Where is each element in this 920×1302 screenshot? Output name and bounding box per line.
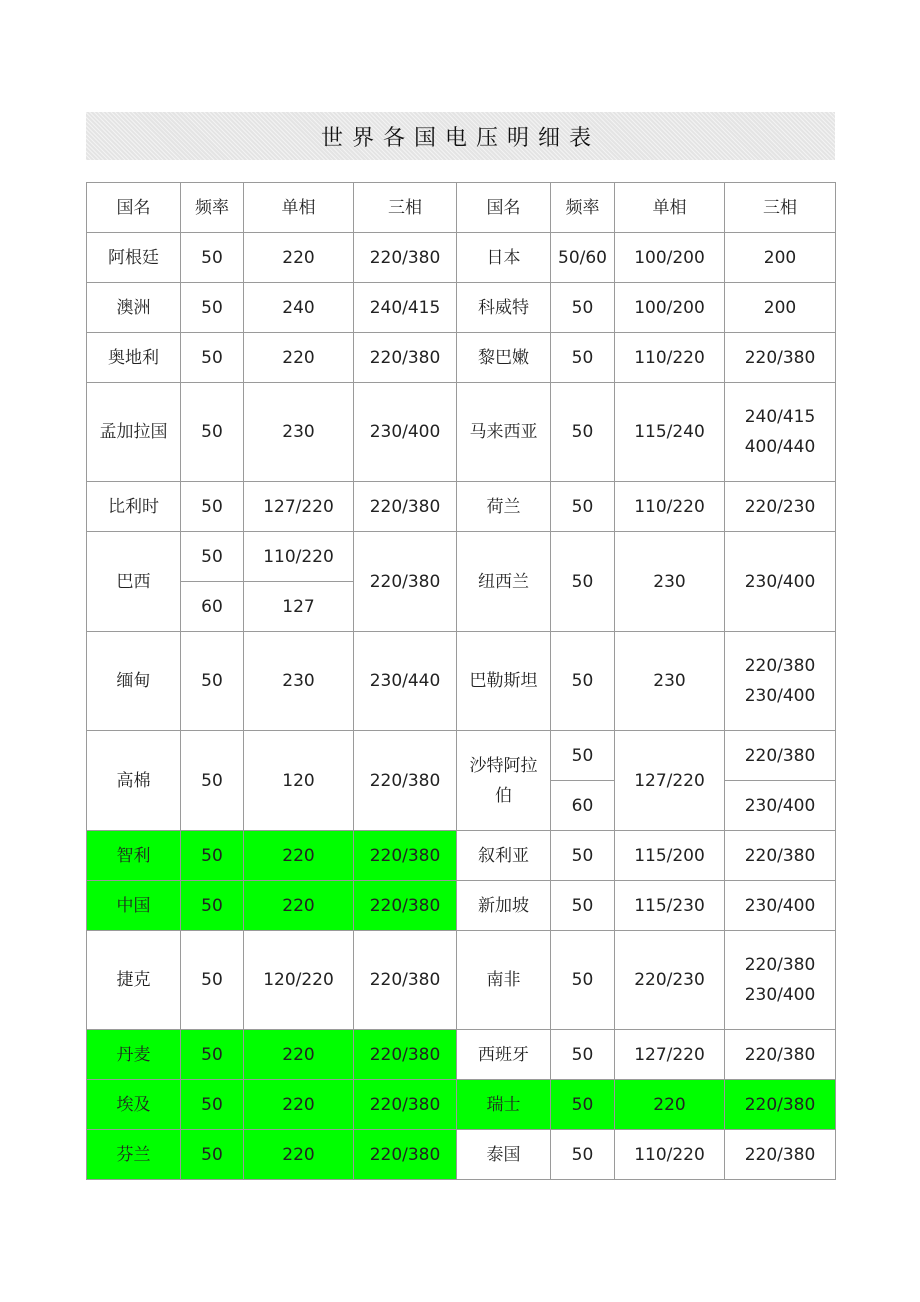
three-phase-cell: 230/400 (725, 781, 836, 831)
three-phase-cell: 230/400 (725, 532, 836, 632)
frequency-cell: 50 (181, 233, 244, 283)
country-cell: 瑞士 (457, 1080, 551, 1130)
table-row (87, 233, 836, 283)
three-phase-value: 230/400 (744, 686, 816, 706)
country-cell: 泰国 (457, 1130, 551, 1180)
table-row (87, 931, 836, 1030)
frequency-cell: 50 (181, 482, 244, 532)
three-phase-cell: 220/380 (725, 333, 836, 383)
country-cell (457, 731, 551, 831)
frequency-cell: 50 (181, 283, 244, 333)
frequency-cell: 50 (551, 532, 615, 632)
single-phase-cell: 110/220 (615, 482, 725, 532)
frequency-cell: 50 (551, 931, 615, 1030)
single-phase-cell: 120/220 (244, 931, 354, 1030)
three-phase-cell: 220/380 (725, 1080, 836, 1130)
table-row (87, 333, 836, 383)
three-phase-cell: 230/440 (354, 632, 457, 731)
voltage-table (86, 182, 836, 1180)
frequency-cell: 50 (181, 1080, 244, 1130)
table-row (87, 532, 836, 582)
country-name-lines (457, 747, 550, 815)
three-phase-values (725, 398, 835, 466)
table-row (87, 283, 836, 333)
three-phase-values (725, 946, 835, 1014)
single-phase-cell: 240 (244, 283, 354, 333)
table-row (87, 383, 836, 482)
header-row (87, 183, 836, 233)
three-phase-cell: 220/380 (354, 233, 457, 283)
single-phase-cell: 220 (244, 233, 354, 283)
three-phase-cell: 230/400 (725, 881, 836, 931)
country-cell: 新加坡 (457, 881, 551, 931)
table-row (87, 482, 836, 532)
country-cell: 黎巴嫩 (457, 333, 551, 383)
single-phase-cell: 220 (244, 831, 354, 881)
single-phase-cell: 220 (244, 881, 354, 931)
table-row (87, 1130, 836, 1180)
frequency-cell: 50 (551, 881, 615, 931)
table-row (87, 831, 836, 881)
table-row (87, 731, 836, 781)
frequency-cell: 60 (181, 582, 244, 632)
country-cell: 捷克 (87, 931, 181, 1030)
frequency-cell: 50 (551, 1030, 615, 1080)
single-phase-cell: 127/220 (615, 731, 725, 831)
country-cell: 巴勒斯坦 (457, 632, 551, 731)
three-phase-cell: 220/380 (354, 1130, 457, 1180)
frequency-cell: 60 (551, 781, 615, 831)
country-cell: 西班牙 (457, 1030, 551, 1080)
frequency-cell: 50 (181, 1030, 244, 1080)
frequency-cell: 50 (551, 383, 615, 482)
country-cell: 智利 (87, 831, 181, 881)
three-phase-cell: 220/380 (354, 333, 457, 383)
country-cell: 奥地利 (87, 333, 181, 383)
three-phase-value: 240/415 (744, 407, 816, 427)
table-row (87, 1030, 836, 1080)
three-phase-cell: 220/380 (725, 831, 836, 881)
single-phase-cell: 115/230 (615, 881, 725, 931)
single-phase-cell: 230 (244, 383, 354, 482)
single-phase-cell: 115/240 (615, 383, 725, 482)
frequency-cell: 50 (551, 333, 615, 383)
single-phase-cell: 127/220 (615, 1030, 725, 1080)
three-phase-cell: 220/380 (725, 1130, 836, 1180)
frequency-cell: 50 (551, 632, 615, 731)
country-cell: 孟加拉国 (87, 383, 181, 482)
single-phase-cell: 127/220 (244, 482, 354, 532)
country-name-line: 沙特阿拉 (469, 755, 538, 776)
three-phase-cell: 230/400 (354, 383, 457, 482)
country-cell: 南非 (457, 931, 551, 1030)
three-phase-value: 220/380 (744, 955, 816, 975)
frequency-cell: 50 (181, 1130, 244, 1180)
header-cell: 国名 (457, 183, 551, 233)
frequency-cell: 50 (181, 532, 244, 582)
single-phase-cell: 110/220 (244, 532, 354, 582)
title-banner (86, 112, 835, 160)
three-phase-cell: 220/380 (725, 731, 836, 781)
header-cell: 单相 (615, 183, 725, 233)
three-phase-cell: 220/380 (354, 532, 457, 632)
single-phase-cell: 220 (615, 1080, 725, 1130)
country-cell: 比利时 (87, 482, 181, 532)
frequency-cell: 50 (551, 1080, 615, 1130)
single-phase-cell: 230 (615, 632, 725, 731)
three-phase-cell (725, 931, 836, 1030)
country-cell: 叙利亚 (457, 831, 551, 881)
frequency-cell: 50 (551, 731, 615, 781)
frequency-cell: 50/60 (551, 233, 615, 283)
three-phase-cell: 220/380 (354, 1080, 457, 1130)
three-phase-value: 230/400 (744, 985, 816, 1005)
country-cell: 科威特 (457, 283, 551, 333)
country-name-line: 伯 (495, 785, 512, 806)
frequency-cell: 50 (181, 333, 244, 383)
country-cell: 埃及 (87, 1080, 181, 1130)
three-phase-cell: 200 (725, 233, 836, 283)
frequency-cell: 50 (181, 931, 244, 1030)
single-phase-cell: 220 (244, 1030, 354, 1080)
single-phase-cell: 100/200 (615, 283, 725, 333)
header-cell: 国名 (87, 183, 181, 233)
three-phase-cell: 220/380 (354, 881, 457, 931)
header-cell: 频率 (181, 183, 244, 233)
single-phase-cell: 220 (244, 1080, 354, 1130)
frequency-cell: 50 (551, 831, 615, 881)
frequency-cell: 50 (181, 881, 244, 931)
three-phase-cell: 220/380 (354, 1030, 457, 1080)
three-phase-cell: 240/415 (354, 283, 457, 333)
single-phase-cell: 120 (244, 731, 354, 831)
page-title: 世界各国电压明细表 (320, 125, 600, 151)
three-phase-value: 400/440 (744, 437, 816, 457)
single-phase-cell: 110/220 (615, 1130, 725, 1180)
table-row (87, 632, 836, 731)
frequency-cell: 50 (551, 1130, 615, 1180)
country-cell: 纽西兰 (457, 532, 551, 632)
three-phase-cell: 200 (725, 283, 836, 333)
three-phase-cell (725, 632, 836, 731)
country-cell: 日本 (457, 233, 551, 283)
single-phase-cell: 220 (244, 1130, 354, 1180)
frequency-cell: 50 (551, 482, 615, 532)
frequency-cell: 50 (181, 383, 244, 482)
single-phase-cell: 110/220 (615, 333, 725, 383)
three-phase-cell: 220/230 (725, 482, 836, 532)
frequency-cell: 50 (181, 632, 244, 731)
country-cell: 芬兰 (87, 1130, 181, 1180)
country-cell: 丹麦 (87, 1030, 181, 1080)
single-phase-cell: 115/200 (615, 831, 725, 881)
single-phase-cell: 230 (615, 532, 725, 632)
country-cell: 中国 (87, 881, 181, 931)
table-row (87, 881, 836, 931)
frequency-cell: 50 (181, 831, 244, 881)
header-cell: 三相 (354, 183, 457, 233)
single-phase-cell: 230 (244, 632, 354, 731)
country-cell: 阿根廷 (87, 233, 181, 283)
country-cell: 荷兰 (457, 482, 551, 532)
header-cell: 频率 (551, 183, 615, 233)
header-cell: 三相 (725, 183, 836, 233)
country-cell: 缅甸 (87, 632, 181, 731)
header-cell: 单相 (244, 183, 354, 233)
table-row (87, 1080, 836, 1130)
country-cell: 巴西 (87, 532, 181, 632)
three-phase-cell: 220/380 (725, 1030, 836, 1080)
three-phase-cell: 220/380 (354, 931, 457, 1030)
frequency-cell: 50 (181, 731, 244, 831)
three-phase-cell (725, 383, 836, 482)
single-phase-cell: 100/200 (615, 233, 725, 283)
single-phase-cell: 127 (244, 582, 354, 632)
three-phase-value: 220/380 (744, 656, 816, 676)
country-cell: 高棉 (87, 731, 181, 831)
three-phase-cell: 220/380 (354, 831, 457, 881)
frequency-cell: 50 (551, 283, 615, 333)
single-phase-cell: 220/230 (615, 931, 725, 1030)
single-phase-cell: 220 (244, 333, 354, 383)
country-cell: 澳洲 (87, 283, 181, 333)
three-phase-values (725, 647, 835, 715)
three-phase-cell: 220/380 (354, 731, 457, 831)
three-phase-cell: 220/380 (354, 482, 457, 532)
country-cell: 马来西亚 (457, 383, 551, 482)
